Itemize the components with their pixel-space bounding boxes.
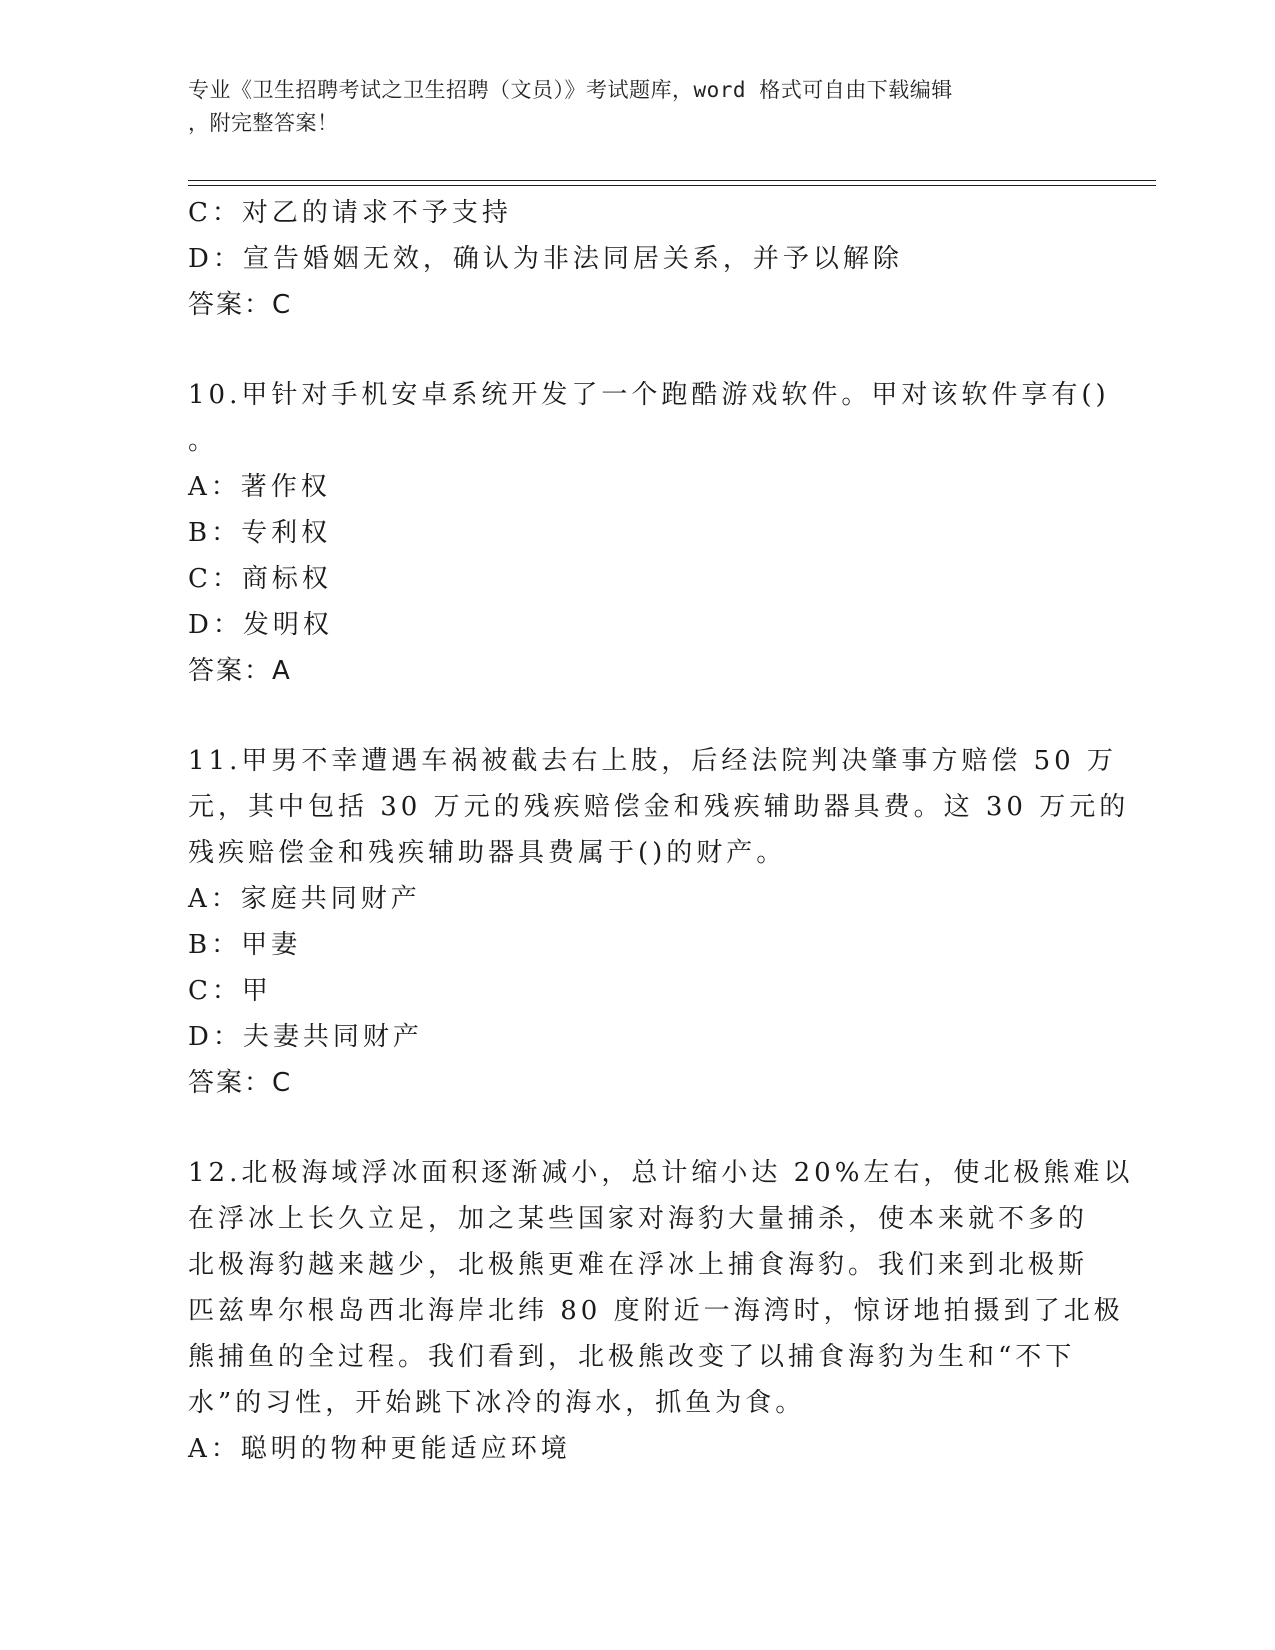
question-text-line: 残疾赔偿金和残疾辅助器具费属于()的财产。	[188, 838, 787, 868]
question-text-line: 11.甲男不幸遭遇车祸被截去右上肢，后经法院判决肇事方赔偿 50 万	[188, 746, 1117, 776]
spacer	[188, 694, 1088, 738]
option-d: D：宣告婚姻无效，确认为非法同居关系，并予以解除	[188, 244, 903, 274]
option-c: C：商标权	[188, 564, 332, 594]
question-text-line: 熊捕鱼的全过程。我们看到，北极熊改变了以捕食海豹为生和“不下	[188, 1342, 1076, 1372]
spacer	[188, 1106, 1088, 1150]
option-d: D：夫妻共同财产	[188, 1022, 423, 1052]
option-b: B：甲妻	[188, 930, 302, 960]
answer-line: 答案：A	[188, 656, 292, 686]
question-text-line: 。	[188, 426, 219, 456]
question-text-line: 北极海豹越来越少，北极熊更难在浮冰上捕食海豹。我们来到北极斯	[188, 1250, 1089, 1280]
question-text-line: 水”的习性，开始跳下冰冷的海水，抓鱼为食。	[188, 1388, 806, 1418]
question-content	[188, 190, 1134, 1472]
option-a: A：聪明的物种更能适应环境	[188, 1434, 571, 1464]
header-line-1: 专业《卫生招聘考试之卫生招聘（文员）》考试题库，word 格式可自由下载编辑	[188, 78, 953, 102]
previous-question-tail	[188, 190, 1088, 328]
header-divider-top	[188, 180, 1156, 181]
spacer	[188, 328, 1088, 372]
answer-line: 答案：C	[188, 1068, 293, 1098]
question-text-line: 元，其中包括 30 万元的残疾赔偿金和残疾辅助器具费。这 30 万元的	[188, 792, 1130, 822]
question-text-line: 12.北极海域浮冰面积逐渐减小，总计缩小达 20%左右，使北极熊难以	[188, 1158, 1134, 1188]
option-c: C：对乙的请求不予支持	[188, 198, 512, 228]
question-text-line: 在浮冰上长久立足，加之某些国家对海豹大量捕杀，使本来就不多的	[188, 1204, 1089, 1234]
option-c: C：甲	[188, 976, 272, 1006]
header-line-2: ，附完整答案！	[188, 111, 339, 135]
question-text-line: 10.甲针对手机安卓系统开发了一个跑酷游戏软件。甲对该软件享有()	[188, 380, 1110, 410]
answer-line: 答案：C	[188, 290, 293, 320]
question-text-line: 匹兹卑尔根岛西北海岸北纬 80 度附近一海湾时，惊讶地拍摄到了北极	[188, 1296, 1124, 1326]
question-10	[188, 372, 1110, 694]
option-b: B：专利权	[188, 518, 332, 548]
option-d: D：发明权	[188, 610, 333, 640]
question-12	[188, 1150, 1134, 1472]
option-a: A：著作权	[188, 472, 331, 502]
option-a: A：家庭共同财产	[188, 884, 421, 914]
question-11	[188, 738, 1130, 1106]
document-header	[188, 74, 1068, 140]
header-divider-bottom	[188, 185, 1156, 186]
